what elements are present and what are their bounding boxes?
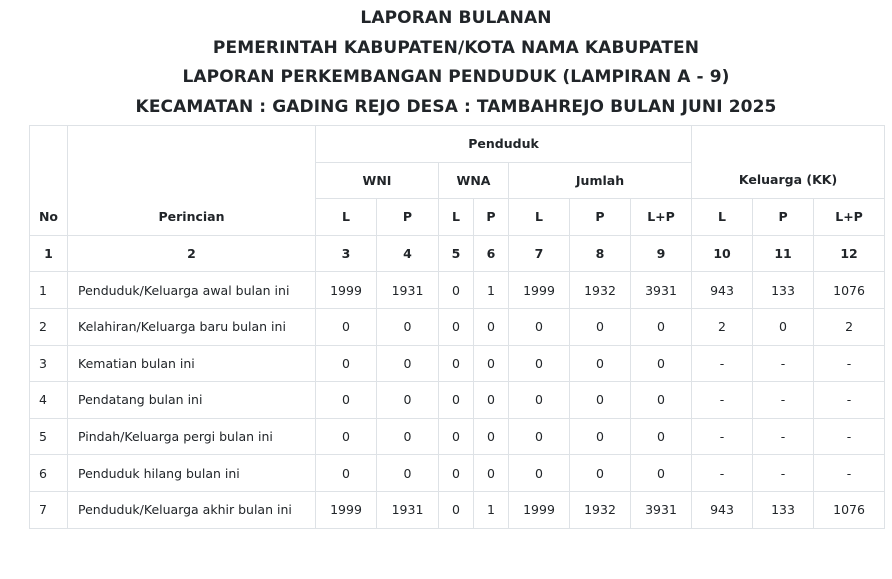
- column-number: 12: [814, 235, 885, 272]
- column-number: 7: [509, 235, 570, 272]
- header-jumlah: Jumlah: [509, 162, 692, 199]
- table-cell: 0: [631, 382, 692, 419]
- table-cell: 0: [316, 418, 377, 455]
- column-number-row: [30, 235, 885, 272]
- report-titles: [0, 4, 892, 122]
- table-cell: 943: [692, 272, 753, 309]
- table-cell: 1931: [377, 491, 439, 528]
- column-number: 3: [316, 235, 377, 272]
- table-cell: 0: [439, 418, 474, 455]
- row-number: 1: [30, 272, 68, 309]
- row-label: Penduduk/Keluarga akhir bulan ini: [68, 491, 316, 528]
- table-cell: -: [753, 455, 814, 492]
- table-cell: 1931: [377, 272, 439, 309]
- table-cell: 0: [474, 345, 509, 382]
- table-cell: 0: [316, 308, 377, 345]
- table-row: [30, 491, 885, 528]
- table-row: [30, 455, 885, 492]
- row-number: 4: [30, 382, 68, 419]
- table-cell: -: [692, 455, 753, 492]
- column-number: 10: [692, 235, 753, 272]
- table-row: [30, 272, 885, 309]
- table-cell: 0: [377, 382, 439, 419]
- table-row: [30, 345, 885, 382]
- table-cell: 1932: [570, 491, 631, 528]
- table-cell: 0: [377, 345, 439, 382]
- table-cell: 0: [316, 382, 377, 419]
- table-cell: -: [814, 382, 885, 419]
- column-number: 8: [570, 235, 631, 272]
- table-cell: 0: [509, 308, 570, 345]
- table-cell: 0: [377, 455, 439, 492]
- table-cell: 1932: [570, 272, 631, 309]
- table-cell: -: [753, 418, 814, 455]
- table-cell: 943: [692, 491, 753, 528]
- table-cell: 1999: [509, 491, 570, 528]
- table-cell: 0: [570, 345, 631, 382]
- table-row: [30, 308, 885, 345]
- table-cell: 0: [474, 382, 509, 419]
- table-cell: 2: [692, 308, 753, 345]
- table-cell: 0: [631, 345, 692, 382]
- population-report-table: [29, 125, 885, 529]
- row-label: Kelahiran/Keluarga baru bulan ini: [68, 308, 316, 345]
- column-number: 9: [631, 235, 692, 272]
- table-cell: 1999: [316, 272, 377, 309]
- table-cell: 0: [631, 455, 692, 492]
- table-cell: 0: [474, 418, 509, 455]
- table-cell: 0: [439, 345, 474, 382]
- table-cell: 1: [474, 491, 509, 528]
- column-number: 4: [377, 235, 439, 272]
- table-cell: 0: [509, 382, 570, 419]
- row-number: 2: [30, 308, 68, 345]
- row-number: 5: [30, 418, 68, 455]
- table-cell: 0: [474, 455, 509, 492]
- table-cell: 0: [570, 418, 631, 455]
- row-label: Penduduk hilang bulan ini: [68, 455, 316, 492]
- row-label: Kematian bulan ini: [68, 345, 316, 382]
- table-cell: 0: [509, 418, 570, 455]
- subheader-wna-l: L: [439, 199, 474, 236]
- column-number: 5: [439, 235, 474, 272]
- table-cell: -: [692, 345, 753, 382]
- row-number: 6: [30, 455, 68, 492]
- table-cell: 0: [439, 491, 474, 528]
- table-cell: -: [753, 345, 814, 382]
- column-number: 2: [68, 235, 316, 272]
- row-number: 7: [30, 491, 68, 528]
- subheader-jumlah-lp: L+P: [631, 199, 692, 236]
- header-wna: WNA: [439, 162, 509, 199]
- report-title: LAPORAN BULANAN: [360, 8, 552, 28]
- table-cell: 3931: [631, 272, 692, 309]
- report-body: [30, 272, 885, 528]
- table-cell: 0: [377, 308, 439, 345]
- table-cell: 0: [753, 308, 814, 345]
- table-cell: -: [692, 382, 753, 419]
- header-perincian: Perincian: [68, 126, 316, 236]
- row-label: Pindah/Keluarga pergi bulan ini: [68, 418, 316, 455]
- table-cell: 1076: [814, 272, 885, 309]
- column-number: 11: [753, 235, 814, 272]
- subheader-wni-p: P: [377, 199, 439, 236]
- table-cell: 0: [570, 308, 631, 345]
- subheader-wna-p: P: [474, 199, 509, 236]
- table-cell: 0: [631, 308, 692, 345]
- header-keluarga: Keluarga (KK): [692, 126, 885, 199]
- table-cell: 0: [439, 272, 474, 309]
- table-cell: -: [814, 418, 885, 455]
- table-cell: -: [753, 382, 814, 419]
- table-cell: 133: [753, 491, 814, 528]
- subheader-jumlah-l: L: [509, 199, 570, 236]
- column-number: 6: [474, 235, 509, 272]
- table-cell: 0: [439, 382, 474, 419]
- table-cell: 0: [439, 308, 474, 345]
- table-cell: 1076: [814, 491, 885, 528]
- header-wni: WNI: [316, 162, 439, 199]
- table-cell: 1: [474, 272, 509, 309]
- table-cell: 0: [316, 455, 377, 492]
- table-row: [30, 382, 885, 419]
- row-label: Pendatang bulan ini: [68, 382, 316, 419]
- table-cell: 1999: [509, 272, 570, 309]
- header-no: No: [30, 126, 68, 236]
- subheader-kk-p: P: [753, 199, 814, 236]
- table-cell: 0: [509, 455, 570, 492]
- table-cell: 0: [439, 455, 474, 492]
- table-row: [30, 418, 885, 455]
- table-cell: 1999: [316, 491, 377, 528]
- table-cell: 0: [377, 418, 439, 455]
- table-cell: 0: [509, 345, 570, 382]
- header-penduduk: Penduduk: [316, 126, 692, 163]
- subheader-jumlah-p: P: [570, 199, 631, 236]
- header-row-1: [30, 126, 885, 163]
- row-label: Penduduk/Keluarga awal bulan ini: [68, 272, 316, 309]
- table-cell: 0: [316, 345, 377, 382]
- table-cell: -: [692, 418, 753, 455]
- table-cell: 2: [814, 308, 885, 345]
- subheader-kk-l: L: [692, 199, 753, 236]
- table-cell: -: [814, 345, 885, 382]
- row-number: 3: [30, 345, 68, 382]
- report-subtitle: LAPORAN PERKEMBANGAN PENDUDUK (LAMPIRAN A - 9): [182, 67, 730, 87]
- report-location-period: KECAMATAN : GADING REJO DESA : TAMBAHREJO BULAN JUNI 2025: [135, 96, 777, 117]
- table-cell: -: [814, 455, 885, 492]
- subheader-wni-l: L: [316, 199, 377, 236]
- table-cell: 0: [570, 455, 631, 492]
- table-cell: 0: [570, 382, 631, 419]
- table-cell: 3931: [631, 491, 692, 528]
- column-number: 1: [30, 235, 68, 272]
- report-government: PEMERINTAH KABUPATEN/KOTA NAMA KABUPATEN: [212, 37, 700, 58]
- table-cell: 0: [631, 418, 692, 455]
- table-cell: 0: [474, 308, 509, 345]
- subheader-kk-lp: L+P: [814, 199, 885, 236]
- table-cell: 133: [753, 272, 814, 309]
